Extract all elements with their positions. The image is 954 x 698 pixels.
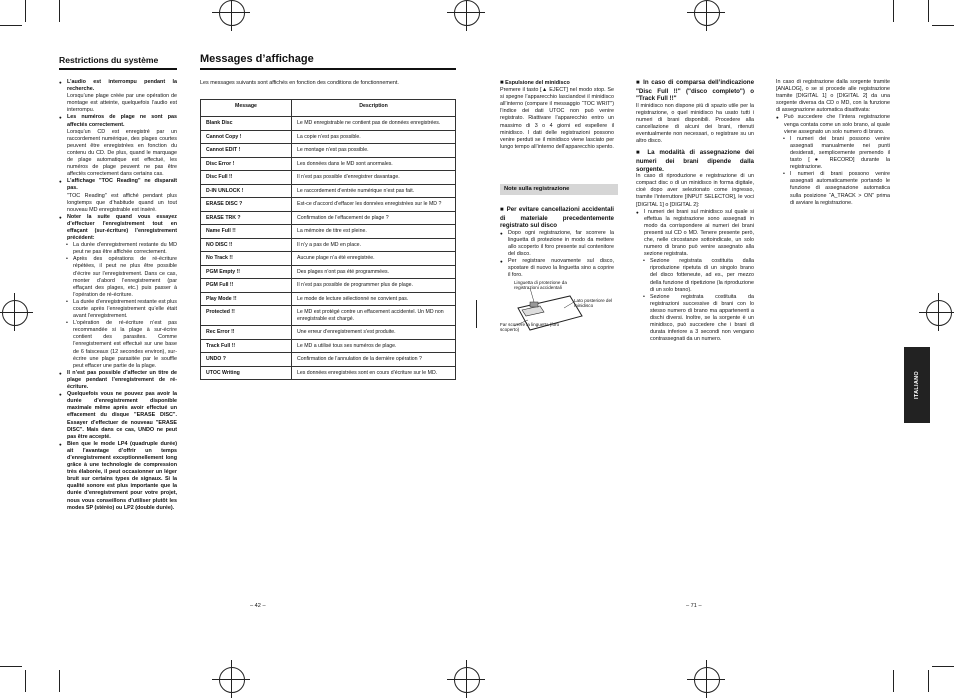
message-cell: UNDO ? <box>201 353 292 367</box>
description-cell: Des plages n’ont pas été programmées. <box>292 265 456 279</box>
crop-mark <box>928 0 929 22</box>
description-cell: Le raccordement d’entrée numérique n’est pas fait. <box>292 184 456 198</box>
table-row <box>201 225 456 239</box>
message-cell: Protected !! <box>201 306 292 326</box>
table-row <box>201 130 456 144</box>
crop-mark <box>932 25 954 26</box>
table-row <box>201 238 456 252</box>
table-row <box>201 184 456 198</box>
registration-mark <box>694 0 720 26</box>
message-cell: Blank Disc <box>201 117 292 131</box>
italian-column-1b <box>500 206 614 279</box>
table-row <box>201 211 456 225</box>
messages-table <box>200 99 456 380</box>
assign-text: In caso di riproduzione e registrazione di un compact disc o di un minidisco in forma digitale, cioè dopo aver selezionato come ingresso, tramite l’interruttore [INPUT SELECTOR], le voci [DIGITAL 1] o [DIGITAL 2]: <box>636 173 754 208</box>
description-cell: Une erreur d’enregistrement s’est produite. <box>292 326 456 340</box>
crop-mark <box>932 666 954 667</box>
crop-mark <box>59 670 60 692</box>
square-bullet-icon: ■ <box>636 150 643 157</box>
table-row <box>201 366 456 380</box>
section-rule <box>59 68 177 70</box>
message-cell: Rec Error !! <box>201 326 292 340</box>
message-cell: Cannot EDIT ! <box>201 144 292 158</box>
description-cell: Confirmation de l’annulation de la dernière opération ? <box>292 353 456 367</box>
restriction-heading: ● L’audio est interrompu pendant la recherche. <box>59 79 177 93</box>
crop-mark <box>893 0 894 22</box>
registration-mark <box>219 0 245 26</box>
assign-heading: La modalità di assegnazione dei numeri dei brani dipende dalla sorgente. <box>636 149 754 173</box>
page-title: Messages d’affichage <box>200 53 314 65</box>
table-row <box>201 292 456 306</box>
message-cell: NO DISC !! <box>201 238 292 252</box>
message-cell: No Track !! <box>201 252 292 266</box>
crop-mark <box>25 670 26 692</box>
square-bullet-icon: ■ <box>500 80 504 86</box>
restriction-heading: ● Quelquefois vous ne pouvez pas avoir la durée d’enregistrement disponible maximale même après avoir effectué un effacement du disque "ERASE DISC". Essayer d’effectuer de nouveau "ERASE DISC". Mais dans ce cas, UNDO ne peut pas être accepté. <box>59 391 177 441</box>
square-bullet-icon: ■ <box>636 80 641 86</box>
analog-text: In caso di registrazione dalla sorgente tramite [ANALOG], o se si procede alle registrazione tramite [DIGITAL 1] o [DIGITAL 2] da una sorgente diversa da CD o MD, con la funzione di assegnazione automatica disattivata: <box>776 79 890 114</box>
column-header-description: Description <box>292 100 456 117</box>
message-cell: D-IN UNLOCK ! <box>201 184 292 198</box>
restriction-heading: ● Bien que le mode LP4 (quadruple durée) ait l’avantage d’offrir un temps d’enregistrement exceptionnellement long grâce à une technologie de compression très élaborée, il peut occasionner un léger bruit sur certains types de signaux. Si la qualité sonore est plus importante que la durée d’enregistrement pour votre projet, nous vous conseillons d’utiliser plutôt les modes SP (stéréo) ou LP2 (double durée). <box>59 441 177 512</box>
figure-label-slide: Far scorrere la linguetta (foro scoperto) <box>500 322 560 332</box>
analog-subitem: • I numeri di brani possono venire assegnati automaticamente portando le funzione di assegnazione automatica sulla posizione “A_TRACK > ON” prima di avviare la registrazione. <box>776 171 890 206</box>
center-fold-line <box>476 300 477 328</box>
page-number-left: – 42 – <box>250 603 266 609</box>
analog-item: ● Può succedere che l’intera registrazione venga contata come un solo brano, al quale viene assegnato un solo numero di brano. <box>776 114 890 135</box>
italian-column-3 <box>776 79 890 207</box>
registration-mark <box>926 300 952 326</box>
message-cell: Disc Full !! <box>201 171 292 185</box>
table-row <box>201 339 456 353</box>
restriction-heading: ● L’affichage "TOC Reading" ne disparaît pas. <box>59 178 177 192</box>
italian-column-1 <box>500 80 614 151</box>
discfull-heading: In caso di comparsa dell’indicazione "Disc Full !!" ("disco completo") o "Track Full !!" <box>636 79 755 103</box>
messages-table-body <box>201 117 456 380</box>
assign-subitem: • Sezione registrata costituita da registrazioni successive di brani con lo stesso numero di brano ma appartenenti a dischi diversi. Inoltre, se la sorgente è un minidisco, può succedere che i brani di durata inferiore a 3 secondi non vengano contrassegnati da un numero. <box>636 294 754 344</box>
crop-mark <box>0 25 22 26</box>
registration-mark <box>454 667 480 693</box>
section-title: Restrictions du système <box>59 55 159 65</box>
crop-mark <box>25 0 26 22</box>
registration-mark <box>2 300 28 326</box>
description-cell: Il n’y a pas de MD en place. <box>292 238 456 252</box>
protect-tab-shape <box>530 302 538 307</box>
description-cell: Il n’est pas possible d’enregistrer davantage. <box>292 171 456 185</box>
description-cell: Le MD enregistrable ne contient pas de données enregistrées. <box>292 117 456 131</box>
table-row <box>201 117 456 131</box>
registration-mark <box>694 667 720 693</box>
figure-label-back: Lato posteriore del minidisco <box>574 298 613 308</box>
restriction-subitem: • La durée d’enregistrement restante est plus courte après l’enregistrement qu’elle était avant l’enregistrement. <box>59 299 177 320</box>
restriction-heading: ● Noter la suite quand vous essayez d’effectuer l’enregistrement tout en effaçant (sur-écriture) l’enregistrement précédent: <box>59 214 177 242</box>
restriction-heading: ● Il n’est pas possible d’affecter un titre de plage pendant l’enregistrement de ré-écriture. <box>59 370 177 391</box>
message-cell: PGM Empty !! <box>201 265 292 279</box>
description-cell: Le MD est protégé contre un effacement accidentel. Un MD non enregistrable est chargé. <box>292 306 456 326</box>
restriction-text: Lorsqu’une plage créée par une opération de montage est atteinte, quelquefois l’audio est interrompu. <box>67 93 177 114</box>
description-cell: La mémoire de titre est pleine. <box>292 225 456 239</box>
message-cell: Name Full !! <box>201 225 292 239</box>
description-cell: Le mode de lecture sélectionné ne convient pas. <box>292 292 456 306</box>
espulsione-text: Premere il tasto [▲ EJECT] nel modo stop. Se si spegne l’apparecchio lasciandovi il minidisco all’interno (compare il messaggio “TOC WRIT”) l’indice dei dati UTOC non può venire registrato. Riattivare l’apparecchio entro un massimo di 3 o 4 giorni ed espellere il minidisco. I dati delle registrazioni possono venire perduti se il minidisco viene lasciato per lungo tempo all’interno dell’apparecchio spento. <box>500 87 614 150</box>
crop-mark <box>0 666 22 667</box>
crop-mark <box>893 670 894 692</box>
registration-mark <box>219 667 245 693</box>
table-row <box>201 353 456 367</box>
description-cell: Confirmation de l’effacement de plage ? <box>292 211 456 225</box>
discfull-text: Il minidisco non dispone più di spazio utile per la registrazione, o quel minidisco ha usato tutti i numeri di brani disponibili. Procedere alla cancellazione di alcuni dei brani, ritenuti eventualmente non necessari, o registrare su un altro disco. <box>636 102 754 145</box>
description-cell: La copie n’est pas possible. <box>292 130 456 144</box>
description-cell: Le montage n’est pas possible. <box>292 144 456 158</box>
table-row <box>201 198 456 212</box>
restrictions-column <box>59 79 177 512</box>
column-header-message: Message <box>201 100 292 117</box>
page-number-right: – 71 – <box>686 603 702 609</box>
italian-column-2 <box>636 79 754 343</box>
espulsione-heading: Espulsione del minidisco <box>505 80 570 86</box>
title-rule <box>200 68 456 70</box>
analog-subitem: • I numeri dei brani possono venire assegnati manualmente nei punti desiderati, semplicemente premendo il tasto [● RECORD] durante la registrazione. <box>776 136 890 171</box>
message-cell: ERASE DISC ? <box>201 198 292 212</box>
assign-item: ● I numeri dei brani sul minidisco sul quale si effettua la registrazione sono assegnati in modo da corrispondere ai numeri dei brani presenti sul CD o MD. Tenere presente però, che, nelle circostanze sottoindicate, un solo numero di brano può venire assegnato alla sezione registrata. <box>636 209 754 259</box>
table-row <box>201 252 456 266</box>
registration-mark <box>454 0 480 26</box>
messages-intro: Les messages suivants sont affichés en fonction des conditions de fonctionnement. <box>200 80 399 86</box>
table-row <box>201 265 456 279</box>
description-cell: Les données dans le MD sont anormales. <box>292 157 456 171</box>
restriction-subitem: • L’opération de ré-écriture n’est pas recommandée si la plage à sur-écrire contient des parasites. Comme l’enregistrement est effectué sur une base de 6 faisceaux (12 secondes environ), sur-écrire une plage parasitée par le souffle peut effacer une partie de la plage. <box>59 320 177 370</box>
minidisc-figure <box>500 280 618 340</box>
figure-label-tab: Linguetta di protezione da registrazioni accidentali <box>514 280 567 290</box>
accidental-item: ● Per registrare nuovamente sul disco, spostare di nuovo la linguetta sino a coprire il foro. <box>500 258 614 279</box>
language-tab <box>904 347 930 423</box>
description-cell: Il n’est pas possible de programmer plus de plage. <box>292 279 456 293</box>
note-bar: Note sulla registrazione <box>500 184 618 195</box>
description-cell: Le MD a utilisé tous ses numéros de plage. <box>292 339 456 353</box>
square-bullet-icon: ■ <box>500 207 505 213</box>
table-row <box>201 279 456 293</box>
description-cell: Les données enregistrées sont en cours d’écriture sur le MD. <box>292 366 456 380</box>
accidental-heading: Per evitare cancellazioni accidentali di materiale precedentemente registrato sul disco <box>500 206 614 230</box>
crop-mark <box>59 0 60 22</box>
message-cell: Play Mode !! <box>201 292 292 306</box>
language-tab-label: ITALIANO <box>914 371 920 399</box>
description-cell: Est-ce d’accord d’effacer les données enregistrées sur le MD ? <box>292 198 456 212</box>
table-row <box>201 157 456 171</box>
message-cell: Disc Error ! <box>201 157 292 171</box>
message-cell: Cannot Copy ! <box>201 130 292 144</box>
crop-mark <box>928 670 929 692</box>
restriction-text: Lorsqu’un CD est enregistré par un raccordement numérique, des plages courtes peuvent être enregistrées en fonction du contenu du CD. De plus, quand le marquage de plage automatique est effectué, les numéros de plage peuvent ne pas être affectés correctement dans certains cas. <box>67 128 177 178</box>
message-cell: ERASE TRK ? <box>201 211 292 225</box>
table-row <box>201 144 456 158</box>
accidental-item: ● Dopo ogni registrazione, far scorrere la linguetta di protezione in modo da mettere allo scoperto il foro presente sul contenitore del disco. <box>500 230 614 258</box>
message-cell: Track Full !! <box>201 339 292 353</box>
restriction-subitem: • Après des opérations de ré-écriture répétées, il peut ne plus être possible d’écrire sur l’enregistrement. Dans ce cas, monter d’abord l’enregistrement (par effaçant des plages, etc.) puis passer à l’opération de ré-écriture. <box>59 256 177 299</box>
restriction-heading: ● Les numéros de plage ne sont pas affectés correctement. <box>59 114 177 128</box>
message-cell: PGM Full !! <box>201 279 292 293</box>
assign-subitem: • Sezione registrata costituita dalla riproduzione ripetuta di un singolo brano del disco fotteneute, ad es., per mezzo della funzione di ripetizione (la riproduzione di un solo brano). <box>636 258 754 293</box>
restriction-text: "TOC Reading" est affiché pendant plus longtemps que d’habitude quand un tout nouveau MD enregistrable est inséré. <box>67 192 177 213</box>
message-cell: UTOC Writing <box>201 366 292 380</box>
restriction-subitem: • La durée d’enregistrement restante du MD peut ne pas être affichée correctement. <box>59 242 177 256</box>
table-row <box>201 326 456 340</box>
table-row <box>201 306 456 326</box>
table-row <box>201 171 456 185</box>
table-header-row <box>201 100 456 117</box>
description-cell: Aucune plage n’a été enregistrée. <box>292 252 456 266</box>
